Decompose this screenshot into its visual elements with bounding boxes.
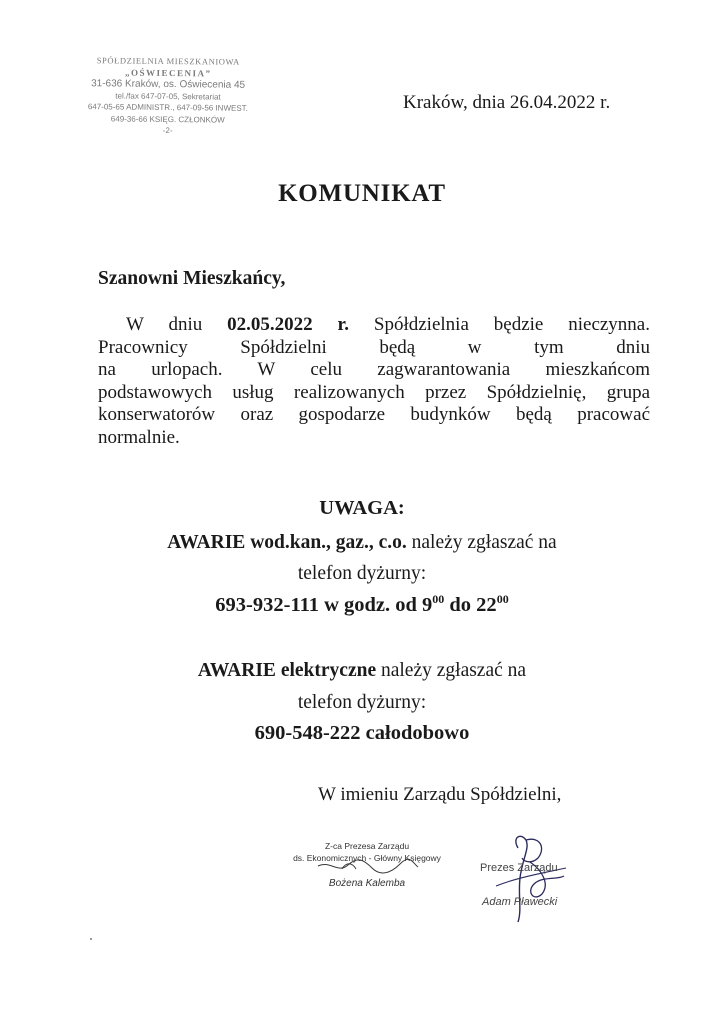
body-line: na urlopach. W celu zagwarantowania mieszkańcom bbox=[98, 359, 650, 381]
signatory-name: Adam Pławecki bbox=[482, 896, 558, 908]
phone-number-1 bbox=[0, 594, 724, 617]
cooperative-stamp bbox=[78, 55, 259, 137]
handwritten-signature bbox=[312, 856, 422, 878]
body-line: Pracownicy Spółdzielni będą w tym dniu bbox=[98, 336, 650, 358]
greeting: Szanowni Mieszkańcy, bbox=[98, 268, 286, 289]
signature-stamp-1 bbox=[292, 840, 442, 889]
stamp-line: SPÓŁDZIELNIA MIESZKANIOWA bbox=[96, 55, 241, 67]
hour-superscript: 00 bbox=[496, 592, 509, 606]
body-text: Spółdzielnia będzie nieczynna. bbox=[373, 314, 650, 335]
document-title: KOMUNIKAT bbox=[278, 180, 446, 207]
body-paragraph bbox=[98, 314, 650, 450]
body-line: normalnie. bbox=[98, 426, 180, 448]
phone-text: 693-932-111 w godz. od 9 bbox=[215, 594, 433, 616]
signatory-role: Z-ca Prezesa Zarządu bbox=[324, 841, 410, 851]
hour-superscript: 00 bbox=[432, 592, 445, 606]
stamp-line: „OŚWIECENIA” bbox=[124, 67, 212, 78]
signatory-name: Bożena Kalemba bbox=[328, 878, 406, 889]
closure-date: 02.05.2022 r. bbox=[227, 314, 349, 335]
electrical-notice bbox=[0, 660, 724, 682]
notice-bold: AWARIE wod.kan., gaz., c.o. bbox=[167, 532, 407, 553]
stamp-line: 647-05-65 ADMINISTR., 647-09-56 INWEST. bbox=[87, 102, 248, 113]
notice-text: należy zgłaszać na bbox=[380, 660, 527, 681]
signatory-role: ds. Ekonomicznych - Główny Księgowy bbox=[293, 853, 441, 863]
phone-text: do 22 bbox=[449, 594, 497, 616]
signoff: W imieniu Zarządu Spółdzielni, bbox=[318, 784, 562, 805]
water-gas-heating-notice bbox=[0, 532, 724, 554]
signatory-role: Prezes Zarządu bbox=[480, 862, 558, 874]
phone-number-2: 690-548-222 całodobowo bbox=[254, 722, 470, 744]
notice-heading: UWAGA: bbox=[319, 497, 405, 519]
phone-label: telefon dyżurny: bbox=[297, 692, 427, 713]
body-text: W dniu bbox=[126, 314, 203, 335]
notice-bold: AWARIE elektryczne bbox=[197, 660, 377, 681]
margin-mark bbox=[90, 938, 92, 940]
body-line: podstawowych usług realizowanych przez Spółdzielnię, grupa bbox=[98, 381, 650, 403]
stamp-line: tel./fax 647-07-05, Sekretariat bbox=[115, 90, 221, 102]
body-line bbox=[98, 314, 650, 337]
phone-label: telefon dyżurny: bbox=[297, 563, 427, 584]
stamp-line: -2- bbox=[162, 125, 173, 136]
stamp-line: 649-36-66 KSIĘG. CZŁONKÓW bbox=[110, 113, 225, 125]
stamp-line: 31-636 Kraków, os. Oświecenia 45 bbox=[91, 78, 246, 91]
document-date: Kraków, dnia 26.04.2022 r. bbox=[403, 92, 611, 113]
notice-text: należy zgłaszać na bbox=[411, 532, 557, 553]
body-line: konserwatorów oraz gospodarze budynków będą pracować bbox=[98, 404, 650, 426]
